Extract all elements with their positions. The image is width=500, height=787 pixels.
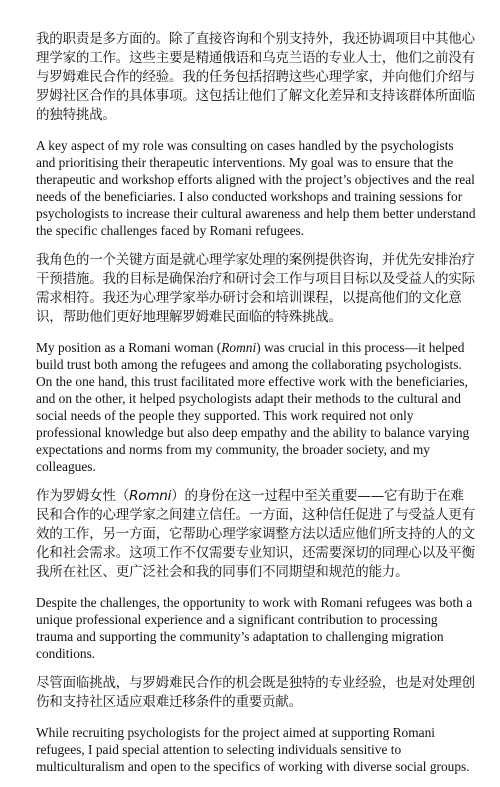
- document-page: [36, 30, 476, 787]
- paragraph-zh-1: 我的职责是多方面的。除了直接咨询和个别支持外，我还协调项目中其他心理学家的工作。这些主要是精通俄语和乌克兰语的专业人士，他们之前没有与罗姆难民合作的经验。我的任务包括招聘这些心理学家，并向他们介绍与罗姆社区合作的具体事项。这包括让他们了解文化差异和支持该群体所面临的独特挑战。: [36, 31, 475, 123]
- paragraph-en-2-start: My position as a Romani woman (: [36, 340, 222, 355]
- paragraph-zh-3-end: ）的身份在这一过程中至关重要——它有助于在难民和合作的心理学家之间建立信任。一方面，这种信任促进了与受益人更有效的工作，另一方面，它帮助心理学家调整方法以适应他们所支持的人的文化和社会需求。这项工作不仅需要专业知识，还需要深切的同理心以及平衡我所在社区、更广泛社会和我的同事们不同期望和规范的能力。: [36, 488, 475, 580]
- paragraph-en-2-end: ) was crucial in this process—it helped build trust both among the refugees and among the collaborating psychologists. On the one hand, this trust facilitated more effective work with the beneficiaries, and on the other, it helped psychologists adapt their methods to the cultural and social needs of the people they supported. This work required not only professional knowledge but also deep empathy and the ability to balance varying expectations and norms from my community, the broader society, and my colleagues.: [36, 340, 470, 474]
- paragraph-en-2: [36, 339, 476, 475]
- romni-term-zh: Romni: [129, 488, 172, 504]
- paragraph-zh-3-start: 作为罗姆女性（: [36, 488, 130, 504]
- paragraph-en-1: A key aspect of my role was consulting on cases handled by the psychologists and prioritising their therapeutic interventions. My goal was to ensure that the therapeutic and workshop efforts aligned with the project’s objectives and the real needs of the beneficiaries. I also conducted workshops and training sessions for psychologists to increase their cultural awareness and help them better understand the specific challenges faced by Romani refugees.: [36, 138, 476, 238]
- paragraph-zh-2: 我角色的一个关键方面是就心理学家处理的案例提供咨询，并优先安排治疗干预措施。我的目标是确保治疗和研讨会工作与项目目标以及受益人的实际需求相符。我还为心理学家举办研讨会和培训课程，以提高他们的文化意识，帮助他们更好地理解罗姆难民面临的特殊挑战。: [36, 252, 475, 325]
- paragraph-en-4: While recruiting psychologists for the project aimed at supporting Romani refugees, I paid special attention to selecting individuals sensitive to multiculturalism and open to the specifics of working with diverse social groups.: [36, 725, 470, 774]
- paragraph-en-3: Despite the challenges, the opportunity to work with Romani refugees was both a unique professional experience and a significant contribution to processing trauma and supporting the community’s adaptation to challenging migration conditions.: [36, 595, 473, 661]
- paragraph-zh-4: 尽管面临挑战，与罗姆难民合作的机会既是独特的专业经验，也是对处理创伤和支持社区适应艰难迁移条件的重要贡献。: [36, 675, 475, 710]
- romni-term: Romni: [221, 340, 257, 355]
- paragraph-zh-3: [36, 487, 476, 582]
